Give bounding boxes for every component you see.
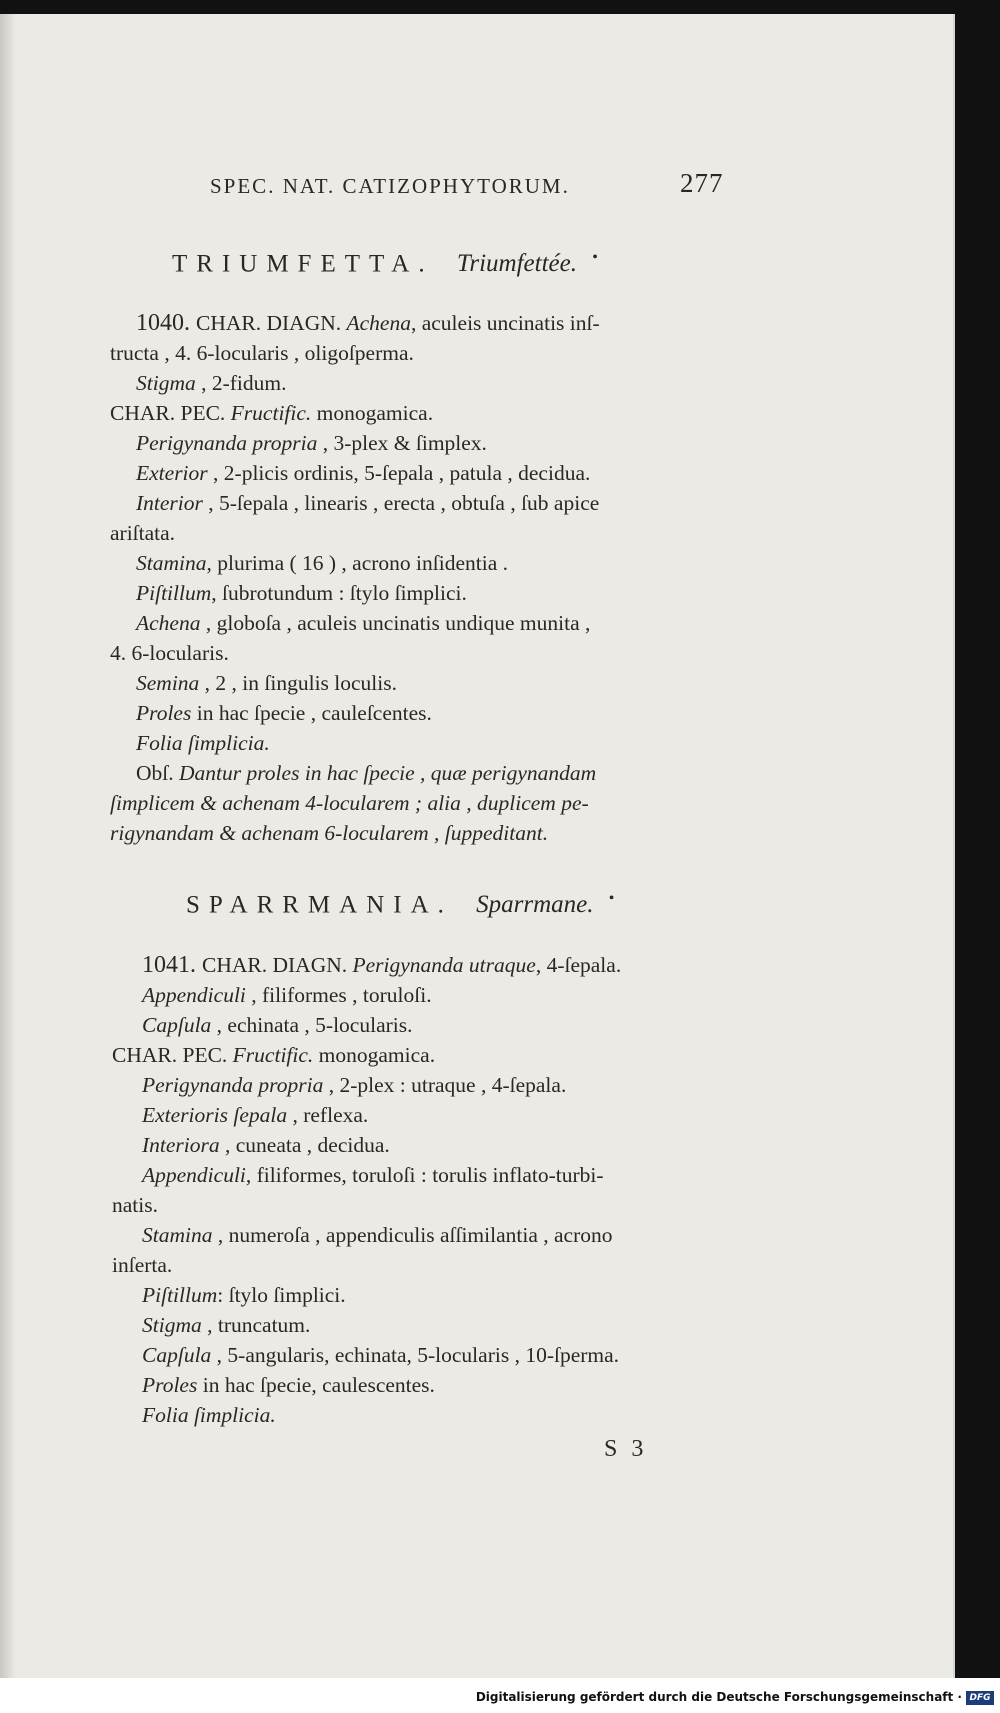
term: Fructific. bbox=[232, 1043, 314, 1067]
footer-bar bbox=[0, 1678, 1000, 1713]
text: monogamica. bbox=[313, 1043, 436, 1067]
line bbox=[110, 338, 414, 368]
line bbox=[136, 458, 590, 488]
text: , numeroſa , appendiculis aſſimilantia , acrono bbox=[212, 1223, 613, 1247]
text: , 5-ſepala , linearis , erecta , obtuſa , ſub apice bbox=[202, 491, 600, 515]
term: Perigynanda propria bbox=[142, 1073, 324, 1097]
text: , cuneata , decidua. bbox=[219, 1133, 390, 1157]
running-title: SPEC. NAT. CATIZOPHYTORUM. bbox=[210, 174, 570, 198]
line bbox=[142, 1370, 435, 1400]
line bbox=[110, 788, 589, 818]
entry-number: 1041. bbox=[142, 952, 202, 978]
char-label: CHAR. PEC. bbox=[110, 401, 231, 425]
term: Achena bbox=[136, 611, 201, 635]
text: , 2 , in ſingulis loculis. bbox=[199, 671, 397, 695]
term: Stamina bbox=[142, 1223, 213, 1247]
genus-vernacular: Sparrmane. bbox=[476, 891, 594, 919]
line bbox=[142, 1100, 368, 1130]
genus-name: SPARRMANIA. bbox=[186, 891, 453, 919]
note-text: ſimplicem & achenam 4-locularem ; alia , duplicem pe- bbox=[110, 791, 589, 815]
page-spine-shadow bbox=[0, 14, 16, 1678]
term: Stigma bbox=[142, 1313, 202, 1337]
char-label: CHAR. PEC. bbox=[112, 1043, 233, 1067]
book-page bbox=[0, 14, 955, 1678]
text: , truncatum. bbox=[201, 1313, 311, 1337]
line bbox=[136, 728, 270, 758]
line bbox=[142, 1280, 346, 1310]
line bbox=[136, 308, 600, 338]
term: Proles bbox=[136, 701, 192, 725]
line bbox=[112, 1250, 172, 1280]
line bbox=[136, 578, 467, 608]
text: , ſubrotundum : ſtylo ſimplici. bbox=[211, 581, 467, 605]
term: Achena bbox=[346, 311, 411, 335]
text: inſerta. bbox=[112, 1253, 173, 1277]
line bbox=[142, 1160, 604, 1190]
text: : ſtylo ſimplici. bbox=[217, 1283, 346, 1307]
line bbox=[142, 1310, 310, 1340]
line bbox=[136, 428, 487, 458]
text: , filiformes , toruloſi. bbox=[245, 983, 432, 1007]
term: Piſtillum bbox=[136, 581, 212, 605]
char-label: CHAR. DIAGN. bbox=[196, 311, 347, 335]
term: Folia ſimplicia. bbox=[142, 1403, 276, 1427]
genus-title-triumfetta bbox=[172, 249, 607, 278]
text: , 2-plicis ordinis, 5-ſepala , patula , decidua. bbox=[207, 461, 591, 485]
text: monogamica. bbox=[311, 401, 434, 425]
text: , aculeis uncinatis inſ- bbox=[410, 311, 600, 335]
line bbox=[136, 548, 508, 578]
line bbox=[142, 1400, 276, 1430]
text: , 2-plex : utraque , 4-ſepala. bbox=[323, 1073, 567, 1097]
term: Capſula bbox=[142, 1343, 212, 1367]
note-text: rigynandam & achenam 6-locularem , ſuppeditant. bbox=[110, 821, 549, 845]
genus-mark: • bbox=[608, 890, 624, 907]
text: , 4-ſepala. bbox=[535, 953, 622, 977]
term: Perigynanda propria bbox=[136, 431, 318, 455]
term: Exterioris ſepala bbox=[142, 1103, 288, 1127]
dfg-logo: DFG bbox=[966, 1691, 994, 1705]
line bbox=[110, 398, 433, 428]
text: , globoſa , aculeis uncinatis undique munita , bbox=[200, 611, 591, 635]
term: Folia ſimplicia. bbox=[136, 731, 270, 755]
text: , plurima ( 16 ) , acrono inſidentia . bbox=[206, 551, 508, 575]
line bbox=[142, 1340, 619, 1370]
line bbox=[136, 368, 287, 398]
char-label: CHAR. DIAGN. bbox=[202, 953, 353, 977]
text: Obſ. bbox=[136, 761, 179, 785]
line bbox=[112, 1040, 435, 1070]
line bbox=[142, 980, 432, 1010]
text: , 3-plex & ſimplex. bbox=[317, 431, 487, 455]
line bbox=[136, 758, 596, 788]
text: , filiformes, toruloſi : torulis inflato-turbi- bbox=[245, 1163, 604, 1187]
term: Stigma bbox=[136, 371, 196, 395]
term: Capſula bbox=[142, 1013, 212, 1037]
line bbox=[112, 1190, 158, 1220]
text: ariſtata. bbox=[110, 521, 176, 545]
term: Interior bbox=[136, 491, 203, 515]
signature-mark: S 3 bbox=[604, 1436, 648, 1462]
page-number: 277 bbox=[680, 168, 724, 198]
line bbox=[142, 950, 621, 980]
text: in hac ſpecie , cauleſcentes. bbox=[191, 701, 432, 725]
term: Exterior bbox=[136, 461, 208, 485]
genus-vernacular: Triumfettée. bbox=[456, 250, 577, 278]
line bbox=[136, 698, 432, 728]
footer-credit: Digitalisierung gefördert durch die Deutsche Forschungsgemeinschaft · bbox=[475, 1690, 962, 1704]
line bbox=[142, 1010, 412, 1040]
term: Piſtillum bbox=[142, 1283, 218, 1307]
term: Fructific. bbox=[230, 401, 312, 425]
text: , 2-fidum. bbox=[195, 371, 287, 395]
term: Stamina bbox=[136, 551, 207, 575]
line bbox=[142, 1070, 566, 1100]
text: natis. bbox=[112, 1193, 158, 1217]
genus-title-sparrmania bbox=[186, 890, 623, 919]
line bbox=[136, 488, 599, 518]
term: Appendiculi bbox=[142, 983, 246, 1007]
term: Interiora bbox=[142, 1133, 220, 1157]
line bbox=[110, 818, 548, 848]
text: tructa , 4. 6-locularis , oligoſperma. bbox=[110, 341, 414, 365]
text: 4. 6-locularis. bbox=[110, 641, 229, 665]
line bbox=[142, 1130, 390, 1160]
line bbox=[110, 518, 175, 548]
term: Proles bbox=[142, 1373, 198, 1397]
line bbox=[136, 668, 397, 698]
line bbox=[136, 608, 590, 638]
text: in hac ſpecie, caulescentes. bbox=[197, 1373, 435, 1397]
text: , 5-angularis, echinata, 5-locularis , 10-ſperma. bbox=[211, 1343, 620, 1367]
text: , reflexa. bbox=[287, 1103, 369, 1127]
note-text: Dantur proles in hac ſpecie , quæ perigynandam bbox=[179, 761, 597, 785]
text: , echinata , 5-locularis. bbox=[211, 1013, 413, 1037]
line bbox=[110, 638, 229, 668]
genus-name: TRIUMFETTA. bbox=[172, 250, 434, 278]
genus-mark: • bbox=[592, 249, 607, 266]
entry-number: 1040. bbox=[136, 310, 196, 336]
line bbox=[142, 1220, 613, 1250]
term: Appendiculi bbox=[142, 1163, 246, 1187]
term: Perigynanda utraque bbox=[352, 953, 536, 977]
term: Semina bbox=[136, 671, 200, 695]
